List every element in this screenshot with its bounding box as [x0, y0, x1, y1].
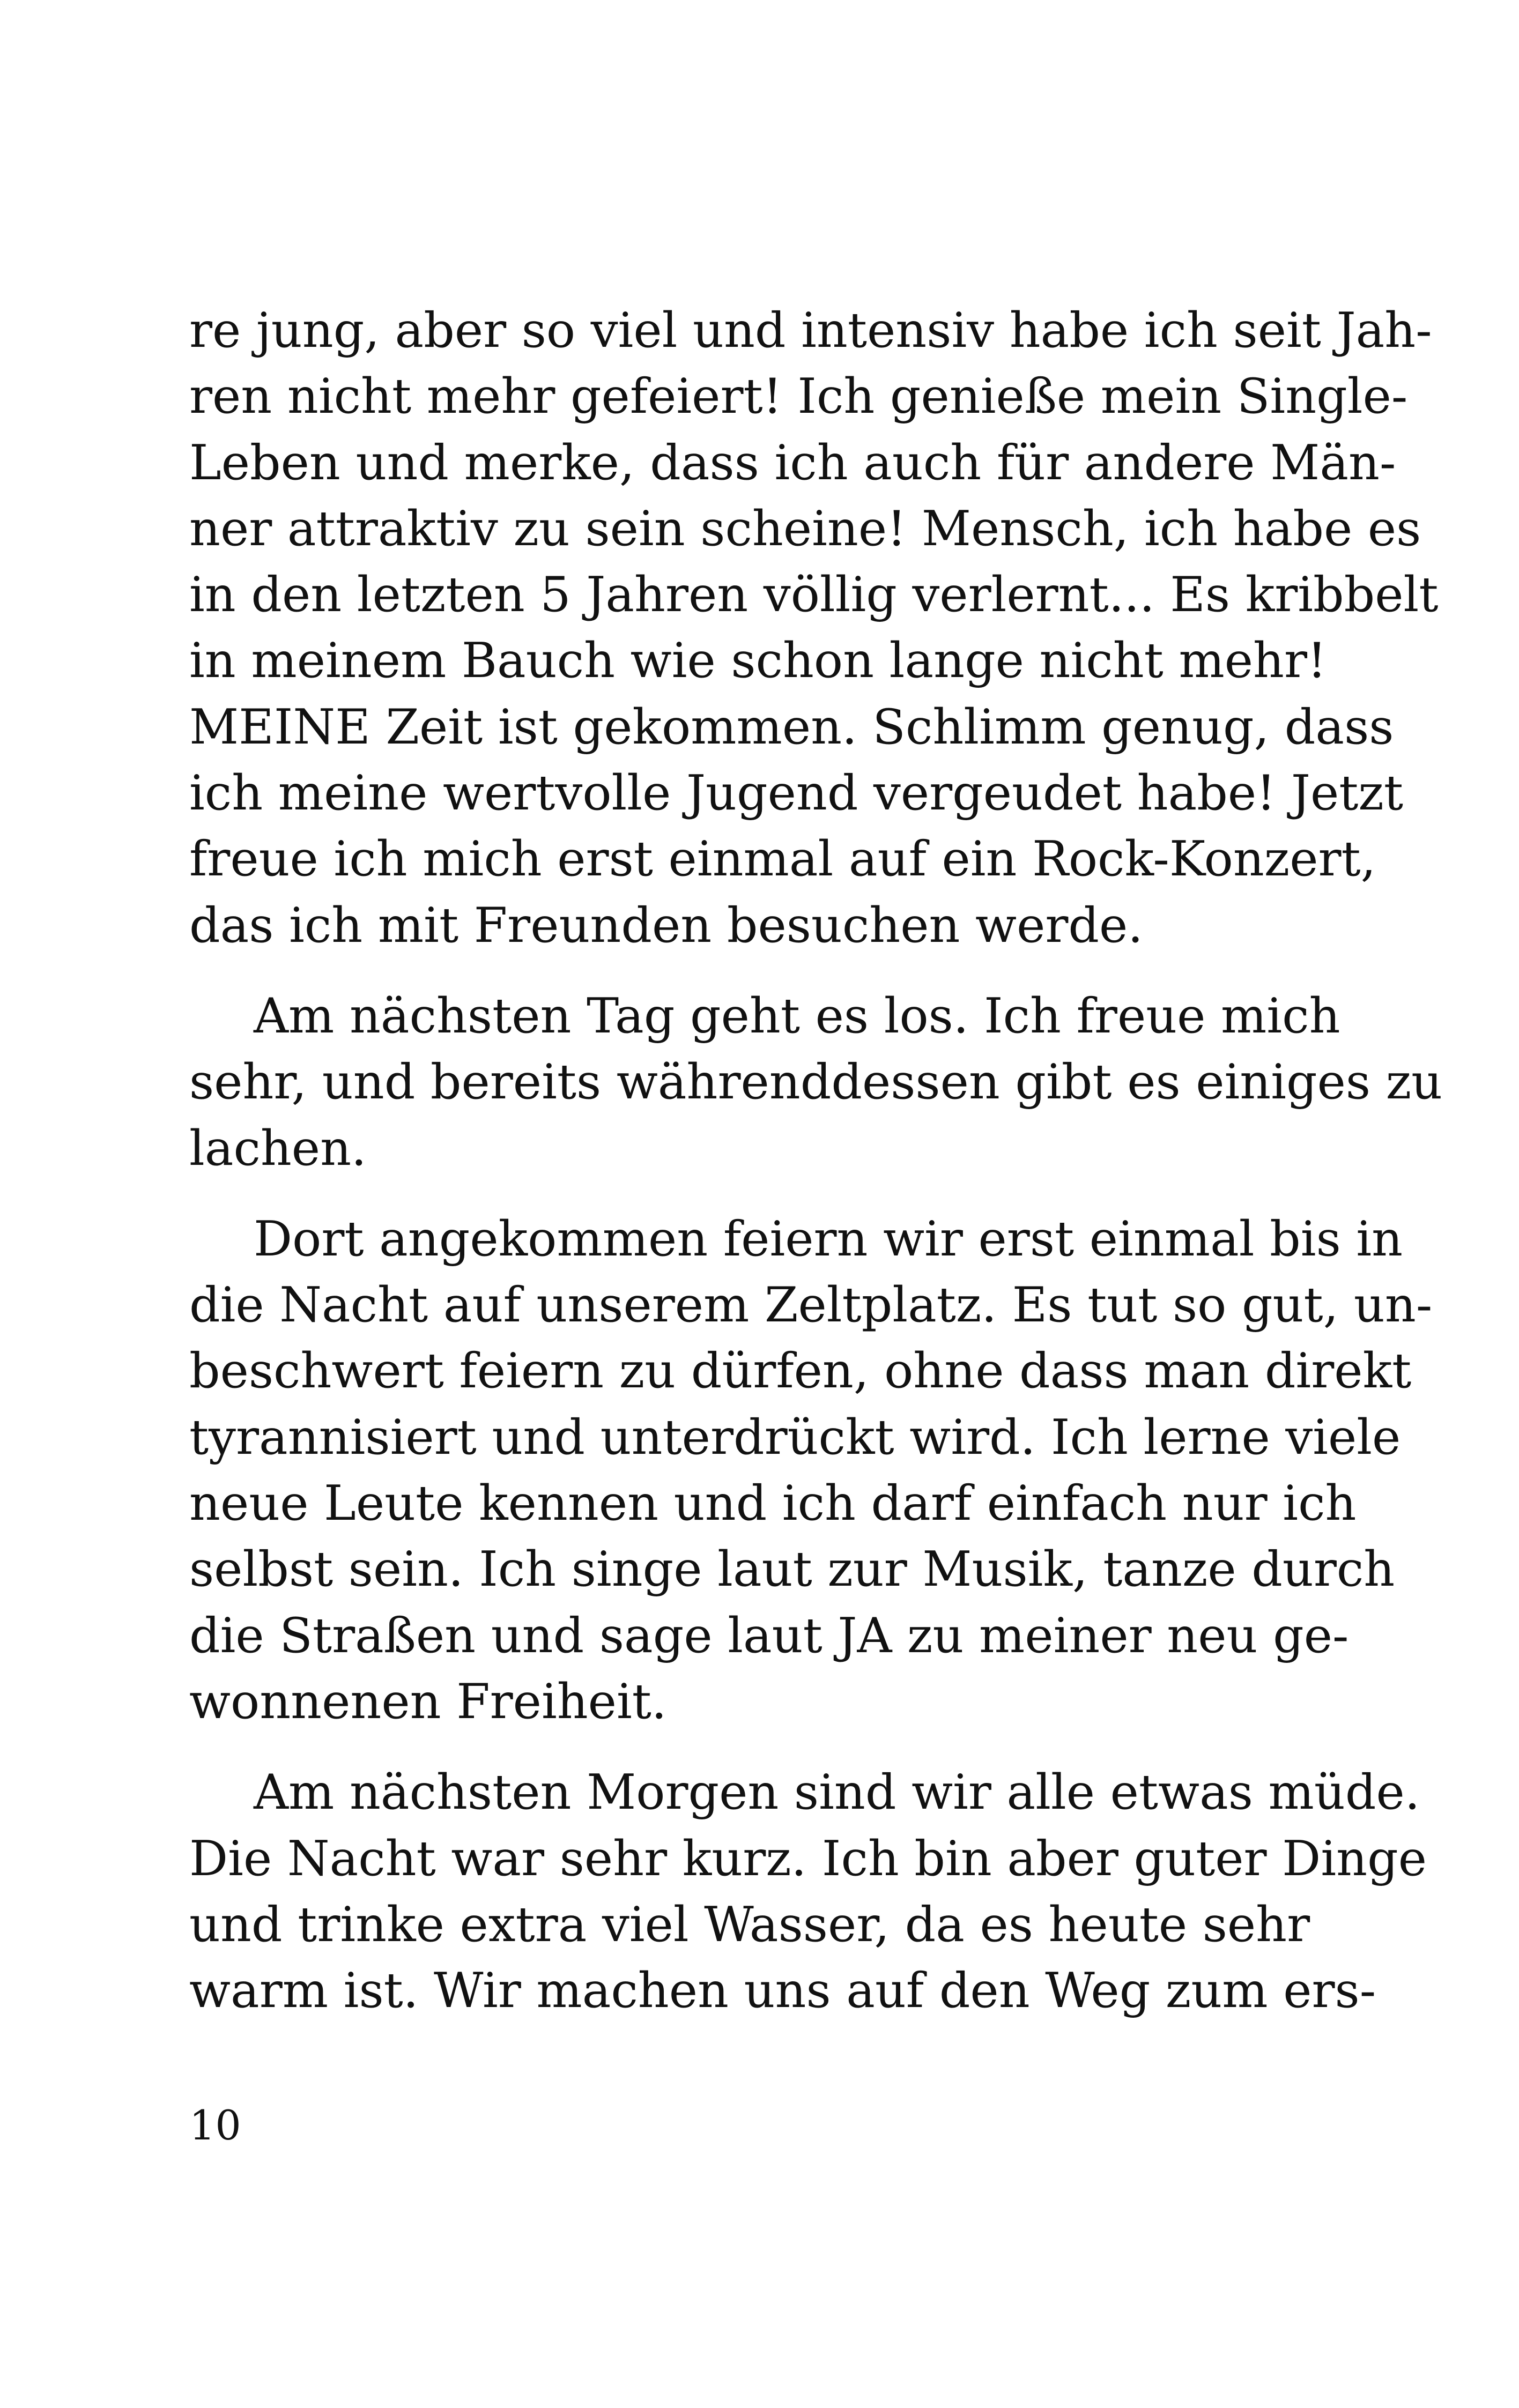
text-line: MEINE Zeit ist gekommen. Schlimm genug, dass: [189, 698, 1394, 755]
text-line: lachen.: [189, 1120, 367, 1177]
text-line: Leben und merke, dass ich auch für andere Män-: [189, 434, 1396, 491]
text-line: Die Nacht war sehr kurz. Ich bin aber guter Dinge: [189, 1830, 1427, 1887]
text-line: in den letzten 5 Jahren völlig verlernt... Es kribbelt: [189, 567, 1439, 623]
text-line: Dort angekommen feiern wir erst einmal bis in: [254, 1210, 1403, 1267]
paragraph-1: [189, 298, 1439, 958]
text-line: Am nächsten Tag geht es los. Ich freue mich: [254, 987, 1340, 1044]
text-line: re jung, aber so viel und intensiv habe ich seit Jah-: [189, 302, 1432, 359]
body-text: [189, 298, 1443, 2048]
paragraph-2: [189, 983, 1443, 1181]
page-number: 10: [189, 2101, 241, 2149]
text-line: Am nächsten Morgen sind wir alle etwas müde.: [254, 1764, 1420, 1821]
text-line: ich meine wertvolle Jugend vergeudet habe! Jetzt: [189, 765, 1404, 822]
paragraph-4: [189, 1759, 1427, 2024]
text-line: beschwert feiern zu dürfen, ohne dass man direkt: [189, 1343, 1412, 1400]
text-line: die Straßen und sage laut JA zu meiner neu ge-: [189, 1607, 1349, 1664]
text-line: warm ist. Wir machen uns auf den Weg zum ers-: [189, 1963, 1376, 2019]
text-line: tyrannisiert und unterdrückt wird. Ich lerne viele: [189, 1409, 1401, 1466]
paragraph-3: [189, 1206, 1433, 1735]
text-line: in meinem Bauch wie schon lange nicht mehr!: [189, 633, 1327, 689]
text-line: freue ich mich erst einmal auf ein Rock-Konzert,: [189, 831, 1376, 888]
text-line: und trinke extra viel Wasser, da es heute sehr: [189, 1896, 1310, 1953]
text-line: neue Leute kennen und ich darf einfach nur ich: [189, 1475, 1357, 1532]
text-line: selbst sein. Ich singe laut zur Musik, tanze durch: [189, 1541, 1395, 1598]
text-line: das ich mit Freunden besuchen werde.: [189, 897, 1143, 954]
text-line: sehr, und bereits währenddessen gibt es einiges zu: [189, 1054, 1443, 1111]
text-line: die Nacht auf unserem Zeltplatz. Es tut so gut, un-: [189, 1277, 1433, 1334]
text-line: ner attraktiv zu sein scheine! Mensch, ich habe es: [189, 500, 1421, 557]
text-line: wonnenen Freiheit.: [189, 1673, 667, 1730]
text-line: ren nicht mehr gefeiert! Ich genieße mein Single-: [189, 368, 1408, 425]
